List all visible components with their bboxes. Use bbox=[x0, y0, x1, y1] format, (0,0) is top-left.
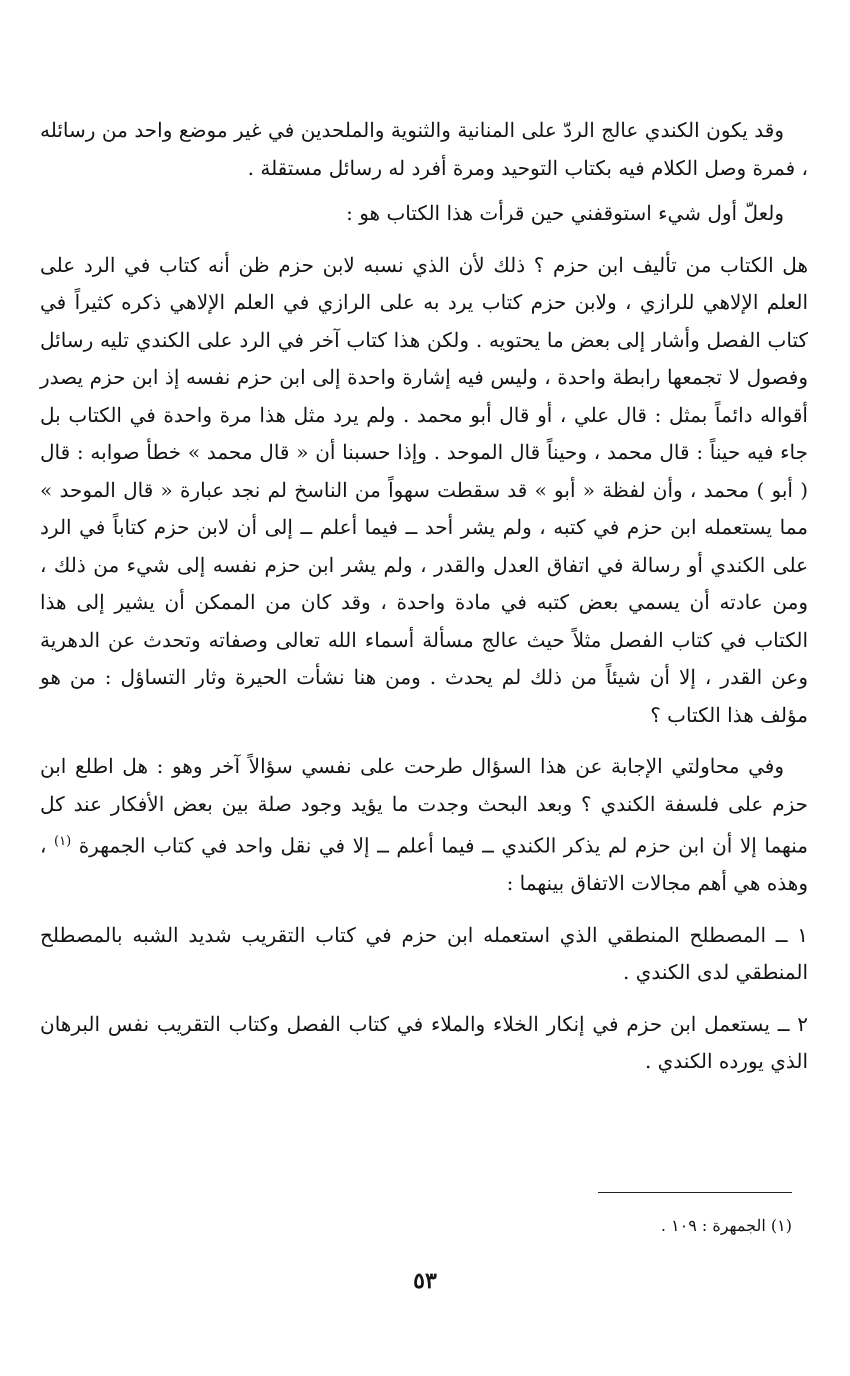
page-number: ٥٣ bbox=[413, 1268, 437, 1294]
paragraph-4-tail: ، وهذه هي أهم مجالات الاتفاق بينهما : bbox=[40, 833, 808, 896]
paragraph-4 bbox=[40, 748, 808, 903]
footnote-reference: (١) bbox=[54, 834, 72, 849]
paragraph-2: ولعلّ أول شيء استوقفني حين قرأت هذا الكتاب هو : bbox=[346, 201, 784, 225]
footnote-divider bbox=[598, 1192, 792, 1193]
paragraph-3: هل الكتاب من تأليف ابن حزم ؟ ذلك لأن الذي نسبه لابن حزم ظن أنه كتاب في الرد على العلم الإلاهي للرازي ، ولابن حزم كتاب يرد به على الرازي في العلم الإلاهي ذكره كثيراً في كتاب الفصل وأشار إلى بعض ما يحتويه . ولكن هذا كتاب آخر في الرد على الكندي تليه رسائل وفصول لا تجمعها رابطة واحدة ، وليس فيه إشارة واحدة إلى ابن حزم نفسه إذ ابن حزم يصدر أقواله دائماً بمثل : قال علي ، أو قال أبو محمد . ولم يرد مثل هذا مرة واحدة في الكتاب بل جاء فيه حيناً : قال محمد ، وحيناً قال الموحد . وإذا حسبنا أن « قال محمد » خطأ صوابه : قال ( أبو ) محمد ، وأن لفظة « أبو » قد سقطت سهواً من الناسخ لم نجد عبارة « قال الموحد » مما يستعمله ابن حزم في كتبه ، ولم يشر أحد ــ فيما أعلم ــ إلى أن لابن حزم كتاباً في الرد على الكندي أو رسالة في اتفاق العدل والقدر ، ولم يشر ابن حزم نفسه إلى شيء من ذلك ، ومن عادته أن يسمي بعض كتبه في مادة واحدة ، وقد كان من الممكن أن يشير إلى هذا الكتاب في كتاب الفصل مثلاً حيث عالج مسألة أسماء الله تعالى وصفاته وتحدث عن الدهرية وعن القدر ، إلا أن شيئاً من ذلك لم يحدث . ومن هنا نشأت الحيرة وثار التساؤل : من هو مؤلف هذا الكتاب ؟ bbox=[40, 252, 808, 727]
paragraph-1: وقد يكون الكندي عالج الردّ على المنانية والثنوية والملحدين في غير موضع واحد من رسائله ، فمرة وصل الكلام فيه بكتاب التوحيد ومرة أفرد له رسائل مستقلة . bbox=[40, 118, 808, 180]
page-body bbox=[40, 112, 808, 1089]
footnote: (١) الجمهرة : ١٠٩ . bbox=[660, 1216, 792, 1235]
list-item-2: ٢ ــ يستعمل ابن حزم في إنكار الخلاء والملاء في كتاب الفصل وكتاب التقريب نفس البرهان الذي يورده الكندي . bbox=[40, 1011, 808, 1074]
list-item-1: ١ ــ المصطلح المنطقي الذي استعمله ابن حزم في كتاب التقريب شديد الشبه بالمصطلح المنطقي لدى الكندي . bbox=[40, 922, 808, 985]
paragraph-4-text: وفي محاولتي الإجابة عن هذا السؤال طرحت على نفسي سؤالاً آخر وهو : هل اطلع ابن حزم على فلسفة الكندي ؟ وبعد البحث وجدت ما يؤيد وجود صلة بين بعض الأفكار عند كل منهما إلا أن ابن حزم لم يذكر الكندي ــ فيما أعلم ــ إلا في نقل واحد في كتاب الجمهرة bbox=[40, 754, 809, 858]
